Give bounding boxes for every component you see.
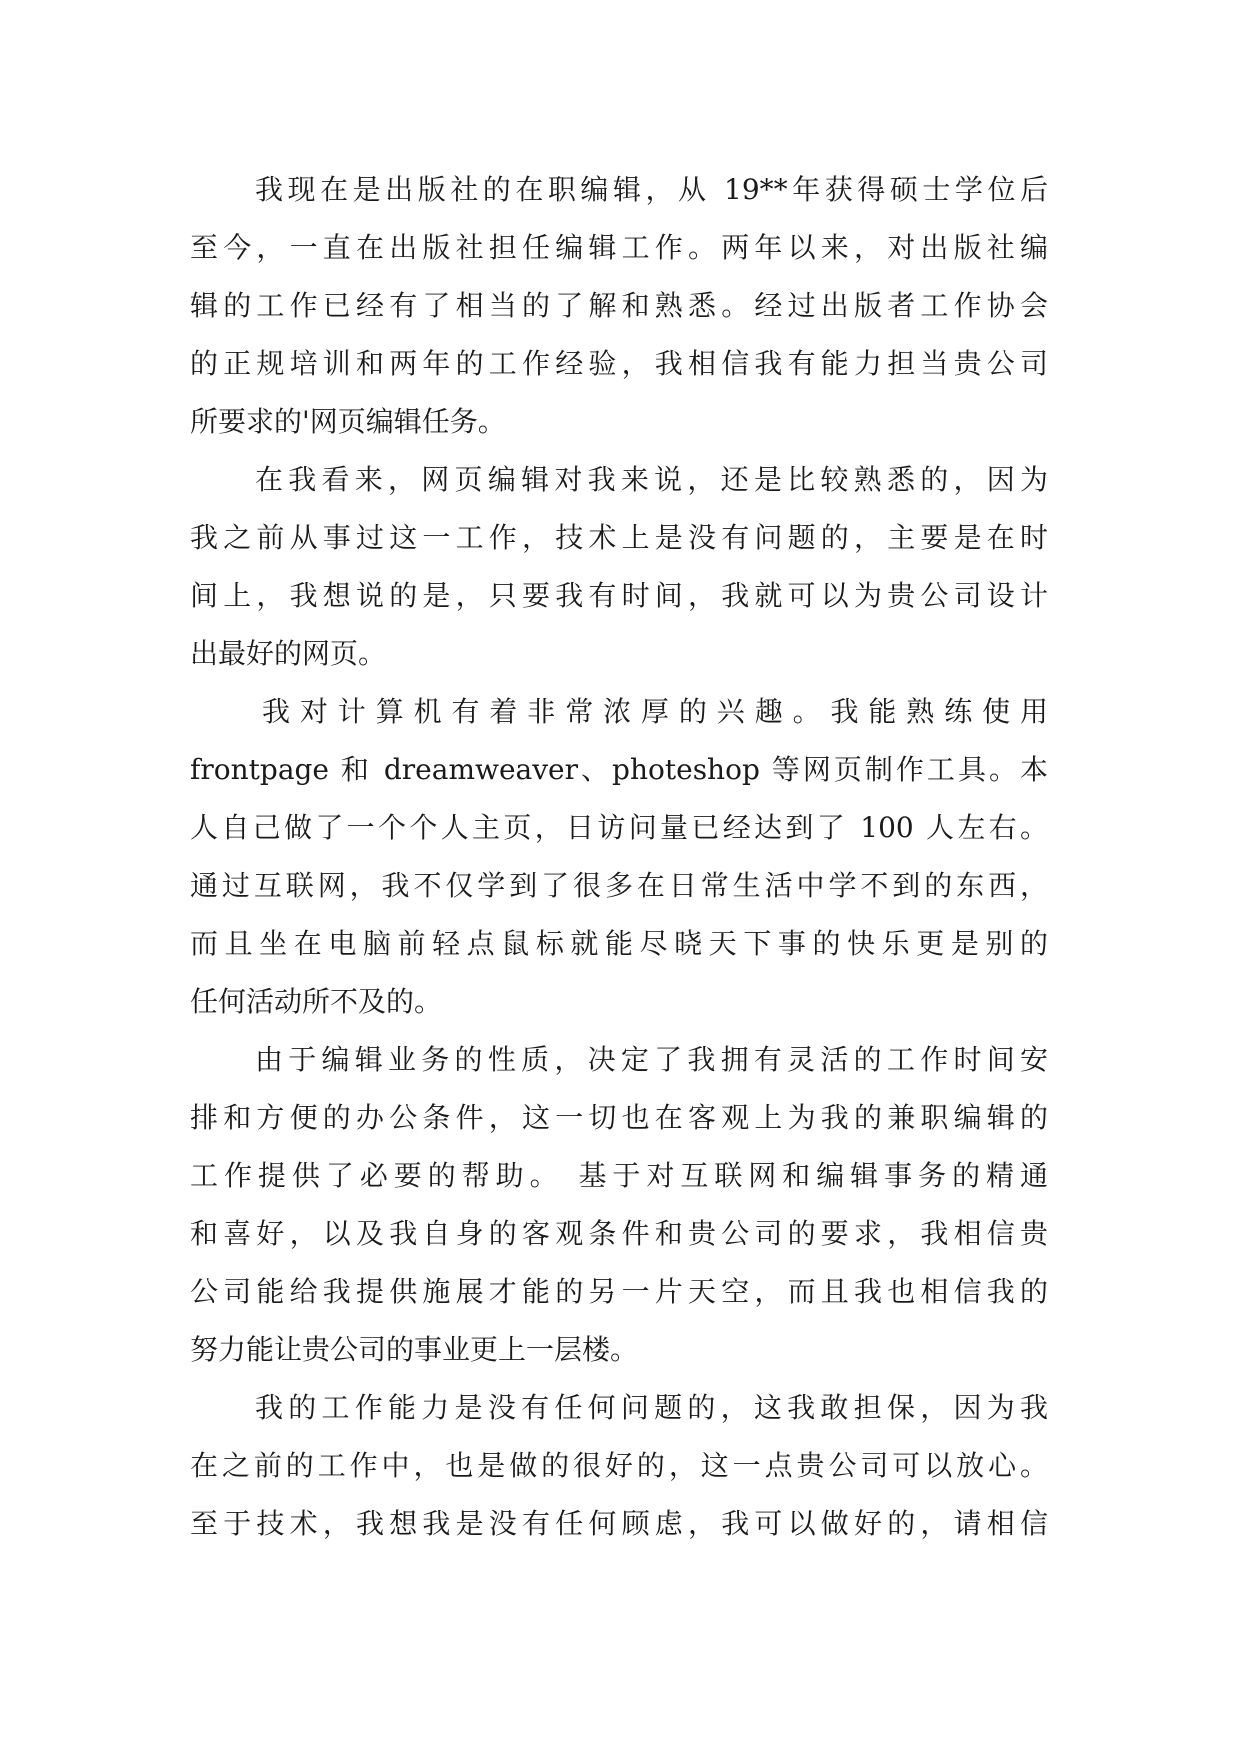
text-line: 我的工作能力是没有任何问题的，这我敢担保，因为我 [255, 1391, 1048, 1424]
text-line: 而且坐在电脑前轻点鼠标就能尽晓天下事的快乐更是别的 [190, 927, 1048, 960]
text-line: 由于编辑业务的性质，决定了我拥有灵活的工作时间安 [255, 1043, 1048, 1076]
text-line: 努力能让贵公司的事业更上一层楼。 [190, 1333, 639, 1366]
text-line: 任何活动所不及的。 [190, 985, 443, 1018]
text-line: 间上，我想说的是，只要我有时间，我就可以为贵公司设计 [190, 579, 1048, 612]
text-line: frontpage 和 dreamweaver、photeshop 等网页制作工具。本 [190, 753, 1048, 786]
text-line: 排和方便的办公条件，这一切也在客观上为我的兼职编辑的 [190, 1101, 1048, 1134]
text-line: 至今，一直在出版社担任编辑工作。两年以来，对出版社编 [190, 231, 1048, 264]
paragraph-1 [190, 161, 1048, 451]
text-line: 辑的工作已经有了相当的了解和熟悉。经过出版者工作协会 [190, 289, 1048, 322]
text-line: 我对计算机有着非常浓厚的兴趣。我能熟练使用 [262, 695, 1048, 728]
text-line: 至于技术，我想我是没有任何顾虑，我可以做好的，请相信 [190, 1507, 1048, 1540]
text-line: 和喜好，以及我自身的客观条件和贵公司的要求，我相信贵 [190, 1217, 1048, 1250]
text-line: 我现在是出版社的在职编辑，从 19**年获得硕士学位后 [255, 173, 1048, 206]
document-body [190, 161, 1048, 1553]
text-line: 我之前从事过这一工作，技术上是没有问题的，主要是在时 [190, 521, 1048, 554]
paragraph-2 [190, 451, 1048, 683]
paragraph-5 [190, 1379, 1048, 1553]
text-line: 工作提供了必要的帮助。 基于对互联网和编辑事务的精通 [190, 1159, 1048, 1192]
text-line: 人自己做了一个个人主页，日访问量已经达到了 100 人左右。 [190, 811, 1048, 844]
paragraph-4 [190, 1031, 1048, 1379]
text-line: 的正规培训和两年的工作经验，我相信我有能力担当贵公司 [190, 347, 1048, 380]
text-line: 在之前的工作中，也是做的很好的，这一点贵公司可以放心。 [190, 1449, 1048, 1482]
text-line: 通过互联网，我不仅学到了很多在日常生活中学不到的东西， [190, 869, 1048, 902]
paragraph-3 [190, 683, 1048, 1031]
text-line: 所要求的'网页编辑任务。 [190, 405, 506, 438]
text-line: 在我看来，网页编辑对我来说，还是比较熟悉的，因为 [255, 463, 1048, 496]
text-line: 公司能给我提供施展才能的另一片天空，而且我也相信我的 [190, 1275, 1048, 1308]
text-line: 出最好的网页。 [190, 637, 387, 670]
